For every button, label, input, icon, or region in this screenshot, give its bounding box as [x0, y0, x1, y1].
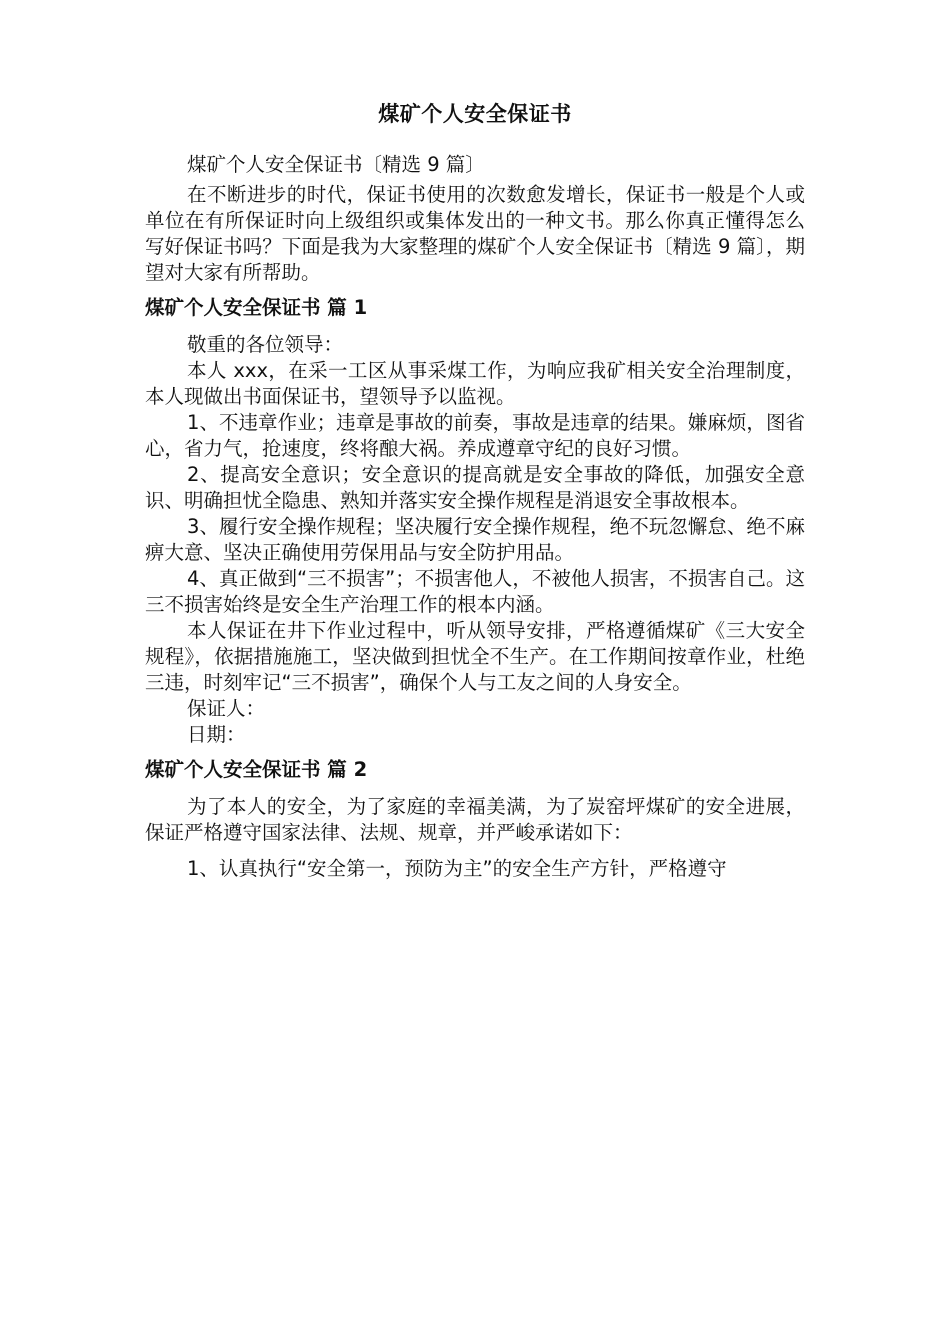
intro-paragraph: 在不断进步的时代，保证书使用的次数愈发增长，保证书一般是个人或单位在有所保证时向上级组织或集体发出的一种文书。那么你真正懂得怎么写好保证书吗？下面是我为大家整理的煤矿个人安全保证书〔精选 9 篇〕，期望对大家有所帮助。: [145, 183, 805, 284]
body-paragraph: 本人 xxx，在采一工区从事采煤工作，为响应我矿相关安全治理制度，本人现做出书面保证书，望领导予以监视。: [145, 359, 805, 408]
document-page: [145, 96, 805, 882]
section-heading: 煤矿个人安全保证书 篇 1: [145, 296, 368, 319]
document-title: 煤矿个人安全保证书: [378, 102, 572, 126]
date-label: 日期：: [187, 723, 246, 746]
section-2: [145, 757, 805, 882]
guarantor-label: 保证人：: [187, 697, 266, 720]
pledge-item-2: 2、提高安全意识；安全意识的提高就是安全事故的降低，加强安全意识、明确担忧全隐患、熟知并落实安全操作规程是消退安全事故根本。: [145, 463, 805, 512]
section-heading: 煤矿个人安全保证书 篇 2: [145, 758, 368, 781]
pledge-item-1: 1、认真执行“安全第一，预防为主”的安全生产方针，严格遵守: [187, 857, 727, 880]
pledge-item-4: 4、真正做到“三不损害”；不损害他人，不被他人损害，不损害自己。这三不损害始终是安全生产治理工作的根本内涵。: [145, 567, 805, 616]
body-paragraph: 为了本人的安全，为了家庭的幸福美满，为了炭窑坪煤矿的安全进展，保证严格遵守国家法律、法规、规章，并严峻承诺如下：: [145, 795, 805, 844]
pledge-item-1: 1、不违章作业；违章是事故的前奏，事故是违章的结果。嫌麻烦，图省心，省力气，抢速度，终将酿大祸。养成遵章守纪的良好习惯。: [145, 411, 805, 460]
section-1: [145, 295, 805, 748]
salutation: 敬重的各位领导：: [187, 333, 344, 356]
body-paragraph: 本人保证在井下作业过程中，听从领导安排，严格遵循煤矿《三大安全规程》，依据措施施工，坚决做到担忧全不生产。在工作期间按章作业，杜绝三违，时刻牢记“三不损害”，确保个人与工友之间的人身安全。: [145, 619, 805, 694]
document-subtitle: 煤矿个人安全保证书〔精选 9 篇〕: [187, 153, 485, 176]
pledge-item-3: 3、履行安全操作规程；坚决履行安全操作规程，绝不玩忽懈怠、绝不麻痹大意、坚决正确使用劳保用品与安全防护用品。: [145, 515, 805, 564]
